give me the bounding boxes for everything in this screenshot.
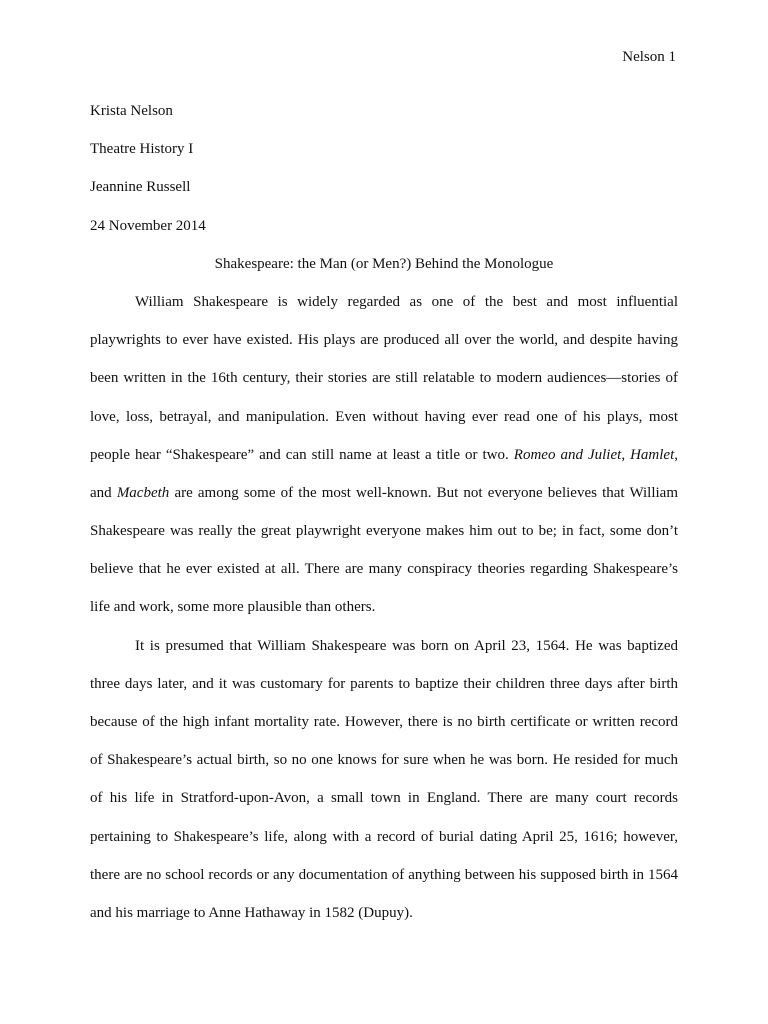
paragraph-1-line-9: life and work, some more plausible than others. (90, 599, 376, 616)
essay-date: 24 November 2014 (90, 217, 206, 234)
paragraph-2-line-4: of Shakespeare’s actual birth, so no one knows for sure when he was born. He resided for much (90, 752, 678, 769)
comma-separator-end: , (674, 446, 678, 463)
paragraph-1-line-8: believe that he ever existed at all. There are many conspiracy theories regarding Shakespeare’s (90, 561, 678, 578)
paragraph-1-line-5-text: people hear “Shakespeare” and can still name at least a title or two. (90, 446, 509, 463)
paragraph-2-line-3: because of the high infant mortality rate. However, there is no birth certificate or written record (90, 714, 678, 730)
course-name: Theatre History I (90, 141, 194, 158)
paragraph-1-line-6-rest: are among some of the most well-known. But not everyone believes that William (174, 484, 679, 501)
italic-title-macbeth: Macbeth (116, 484, 170, 501)
paragraph-1-line-4: love, loss, betrayal, and manipulation. Even without having ever read one of his plays, most (90, 408, 678, 425)
essay-title: Shakespeare: the Man (or Men?) Behind the Monologue (214, 255, 554, 272)
paragraph-2-line-2: three days later, and it was customary for parents to baptize their children three days after birth (90, 675, 678, 692)
author-name: Krista Nelson (90, 103, 173, 119)
paragraph-1-line-3: been written in the 16th century, their stories are still relatable to modern audiences—stories of (90, 370, 678, 387)
paragraph-1-line-2: playwrights to ever have existed. His plays are produced all over the world, and despite having (90, 332, 678, 349)
paragraph-2-line-7: there are no school records or any documentation of anything between his supposed birth in 1564 (90, 866, 678, 883)
paragraph-1-line-6 (90, 474, 678, 512)
essay-body (90, 92, 678, 932)
comma-separator: , (621, 446, 626, 463)
italic-title-romeo-and-juliet: Romeo and Juliet (513, 446, 622, 463)
paragraph-2-line-1: It is presumed that William Shakespeare was born on April 23, 1564. He was baptized (135, 637, 678, 654)
instructor-name: Jeannine Russell (90, 179, 191, 196)
paragraph-1-line-7: Shakespeare was really the great playwright everyone makes him out to be; in fact, some don’t (90, 523, 678, 540)
paragraph-2-line-5: of his life in Stratford-upon-Avon, a small town in England. There are many court records (90, 790, 678, 807)
paragraph-2-line-6: pertaining to Shakespeare’s life, along with a record of burial dating April 25, 1616; however, (90, 828, 678, 845)
paragraph-1-line-5 (90, 436, 678, 474)
paragraph-1-line-1: William Shakespeare is widely regarded as one of the best and most influential (135, 293, 678, 310)
italic-title-hamlet: Hamlet (630, 446, 675, 463)
paragraph-2-line-8: and his marriage to Anne Hathaway in 1582 (Dupuy). (90, 904, 413, 921)
paragraph-1-line-6-start: and (90, 484, 112, 501)
running-head-page-number: Nelson 1 (622, 49, 676, 65)
